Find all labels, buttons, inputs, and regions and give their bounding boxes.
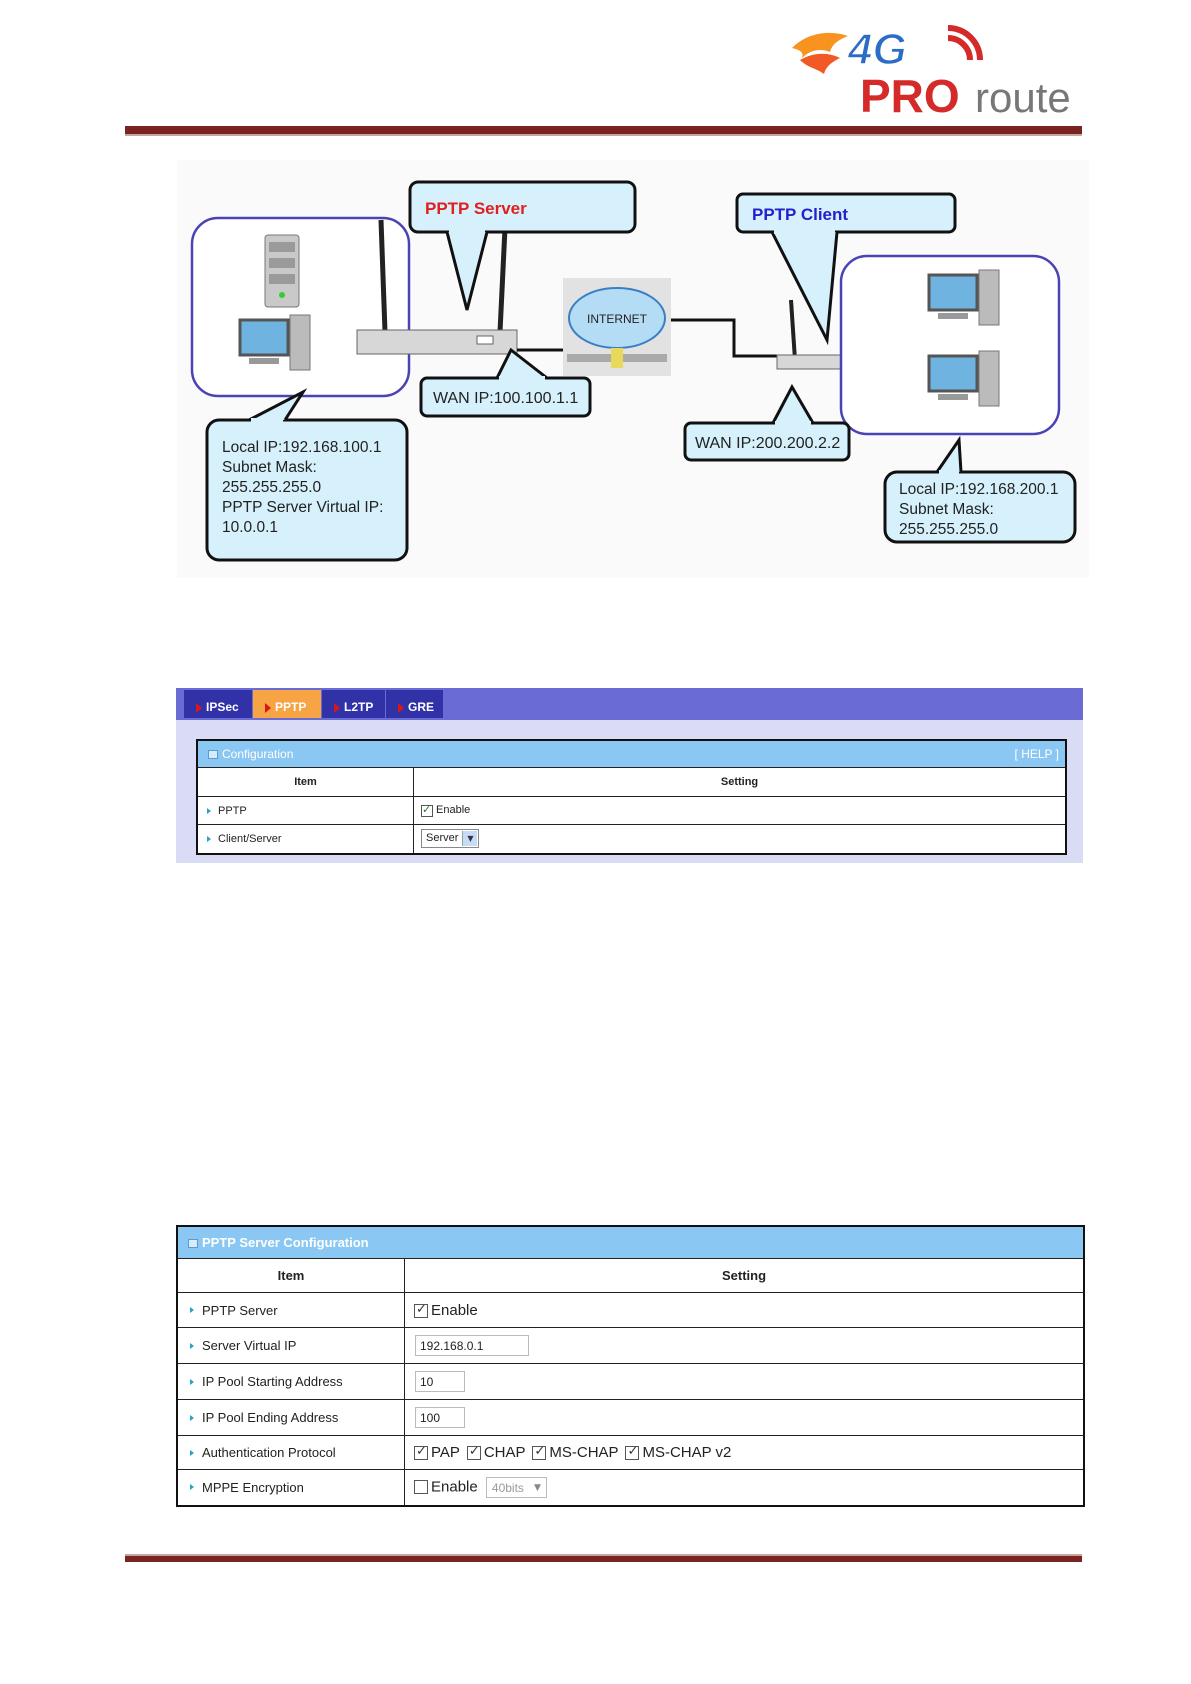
- row-setting: [405, 1328, 1084, 1364]
- client-pc-icon: [929, 351, 999, 406]
- server-virtual-ip-label: PPTP Server Virtual IP:: [222, 499, 384, 516]
- tab-arrow-icon: [398, 703, 404, 713]
- auth-mschapv2-checkbox[interactable]: [625, 1446, 639, 1460]
- row-bullet-icon: [190, 1450, 194, 1456]
- row-bullet-icon: [190, 1343, 194, 1349]
- ip-pool-end-input[interactable]: 100: [415, 1407, 465, 1428]
- mppe-enable-label: Enable: [431, 1478, 478, 1496]
- tab-pptp[interactable]: PPTP: [253, 690, 321, 718]
- auth-chap-label: CHAP: [483, 1444, 526, 1461]
- row-bullet-icon: [190, 1415, 194, 1421]
- server-virtual-ip-value: 10.0.0.1: [222, 519, 279, 536]
- tab-l2tp[interactable]: L2TP: [322, 690, 385, 718]
- column-item: Item: [198, 768, 414, 797]
- tab-gre[interactable]: GRE: [386, 690, 443, 718]
- pptp-enable-label: Enable: [436, 804, 471, 817]
- header-rule: [125, 126, 1082, 136]
- section-icon: [208, 750, 218, 759]
- auth-chap-checkbox[interactable]: [467, 1446, 481, 1460]
- tab-arrow-icon: [196, 703, 202, 713]
- vpn-tab-panel: [176, 688, 1083, 863]
- tab-ipsec[interactable]: IPSec: [184, 690, 252, 718]
- table-row: [198, 825, 1065, 853]
- client-subnet-value: 255.255.255.0: [899, 521, 999, 538]
- server-icon: [265, 235, 299, 307]
- logo-4g: 4G: [848, 25, 907, 74]
- table-row: [178, 1293, 1083, 1328]
- row-setting: [405, 1436, 1084, 1470]
- pptp-enable-checkbox[interactable]: [421, 805, 433, 817]
- client-local-ip: Local IP:192.168.200.1: [899, 481, 1059, 498]
- row-setting: [414, 797, 1066, 825]
- server-subnet-label: Subnet Mask:: [222, 459, 317, 476]
- row-label: Server Virtual IP: [178, 1328, 405, 1364]
- pptp-server-label: PPTP Server: [425, 199, 527, 218]
- configuration-box: [196, 739, 1067, 855]
- table-header-row: [178, 1259, 1083, 1293]
- row-setting: [405, 1293, 1084, 1328]
- row-bullet-icon: [190, 1307, 194, 1313]
- row-label: IP Pool Starting Address: [178, 1364, 405, 1400]
- logo-pro: PRO: [860, 70, 960, 117]
- configuration-table: [198, 767, 1065, 853]
- mppe-bits-select[interactable]: 40bits ▼: [486, 1477, 547, 1498]
- server-config-table: [178, 1258, 1083, 1505]
- table-row: [178, 1400, 1083, 1436]
- column-setting: Setting: [414, 768, 1066, 797]
- section-icon: [188, 1239, 198, 1248]
- column-setting: Setting: [405, 1259, 1084, 1293]
- row-bullet-icon: [190, 1484, 194, 1490]
- server-subnet-value: 255.255.255.0: [222, 479, 322, 496]
- auth-pap-checkbox[interactable]: [414, 1446, 428, 1460]
- row-bullet-icon: [207, 836, 211, 842]
- server-config-header: [178, 1227, 1083, 1258]
- tab-arrow-icon: [334, 703, 340, 713]
- row-setting: [405, 1400, 1084, 1436]
- row-setting: [414, 825, 1066, 853]
- table-row: [178, 1436, 1083, 1470]
- auth-mschap-checkbox[interactable]: [532, 1446, 546, 1460]
- row-label: MPPE Encryption: [178, 1470, 405, 1505]
- table-row: [198, 797, 1065, 825]
- ip-pool-start-input[interactable]: 10: [415, 1371, 465, 1392]
- server-wan-label: WAN IP:100.100.1.1: [433, 390, 579, 407]
- row-label: Authentication Protocol: [178, 1436, 405, 1470]
- table-row: [178, 1328, 1083, 1364]
- internet-cloud-icon: [563, 278, 671, 376]
- brand-logo: [790, 22, 1074, 117]
- pptp-server-config-box: [176, 1225, 1085, 1507]
- row-label: PPTP: [198, 797, 414, 825]
- row-bullet-icon: [207, 808, 211, 814]
- auth-mschap-label: MS-CHAP: [549, 1444, 619, 1461]
- row-label: Client/Server: [198, 825, 414, 853]
- client-subnet-label: Subnet Mask:: [899, 501, 994, 518]
- logo-route: route: [975, 74, 1071, 117]
- help-link[interactable]: [ HELP ]: [1014, 747, 1059, 761]
- footer-rule: [125, 1554, 1082, 1562]
- client-server-select[interactable]: Server ▼: [421, 829, 479, 848]
- pptp-server-enable-label: Enable: [431, 1301, 478, 1319]
- auth-pap-label: PAP: [431, 1444, 460, 1461]
- pptp-client-label: PPTP Client: [752, 205, 849, 224]
- chevron-down-icon: ▼: [534, 1482, 541, 1493]
- configuration-title: Configuration: [222, 747, 294, 761]
- client-wan-label: WAN IP:200.200.2.2: [695, 435, 841, 452]
- table-header-row: [198, 768, 1065, 797]
- server-virtual-ip-input[interactable]: 192.168.0.1: [415, 1335, 529, 1356]
- auth-mschapv2-label: MS-CHAP v2: [642, 1444, 732, 1461]
- row-label: PPTP Server: [178, 1293, 405, 1328]
- chevron-down-icon: ▼: [462, 831, 477, 846]
- row-setting: [405, 1364, 1084, 1400]
- tab-bar: [176, 688, 1083, 720]
- row-bullet-icon: [190, 1379, 194, 1385]
- configuration-header: [198, 741, 1065, 767]
- pptp-server-enable-checkbox[interactable]: [414, 1304, 428, 1318]
- tab-arrow-icon: [265, 703, 271, 713]
- column-item: Item: [178, 1259, 405, 1293]
- table-row: [178, 1470, 1083, 1505]
- client-pc-icon: [929, 270, 999, 325]
- network-diagram: [177, 160, 1089, 578]
- mppe-enable-checkbox[interactable]: [414, 1480, 428, 1494]
- lan-pc-icon: [240, 315, 310, 370]
- internet-label: INTERNET: [587, 312, 647, 326]
- server-local-ip: Local IP:192.168.100.1: [222, 439, 382, 456]
- row-setting: [405, 1470, 1084, 1505]
- row-label: IP Pool Ending Address: [178, 1400, 405, 1436]
- table-row: [178, 1364, 1083, 1400]
- server-config-title: PPTP Server Configuration: [202, 1235, 369, 1250]
